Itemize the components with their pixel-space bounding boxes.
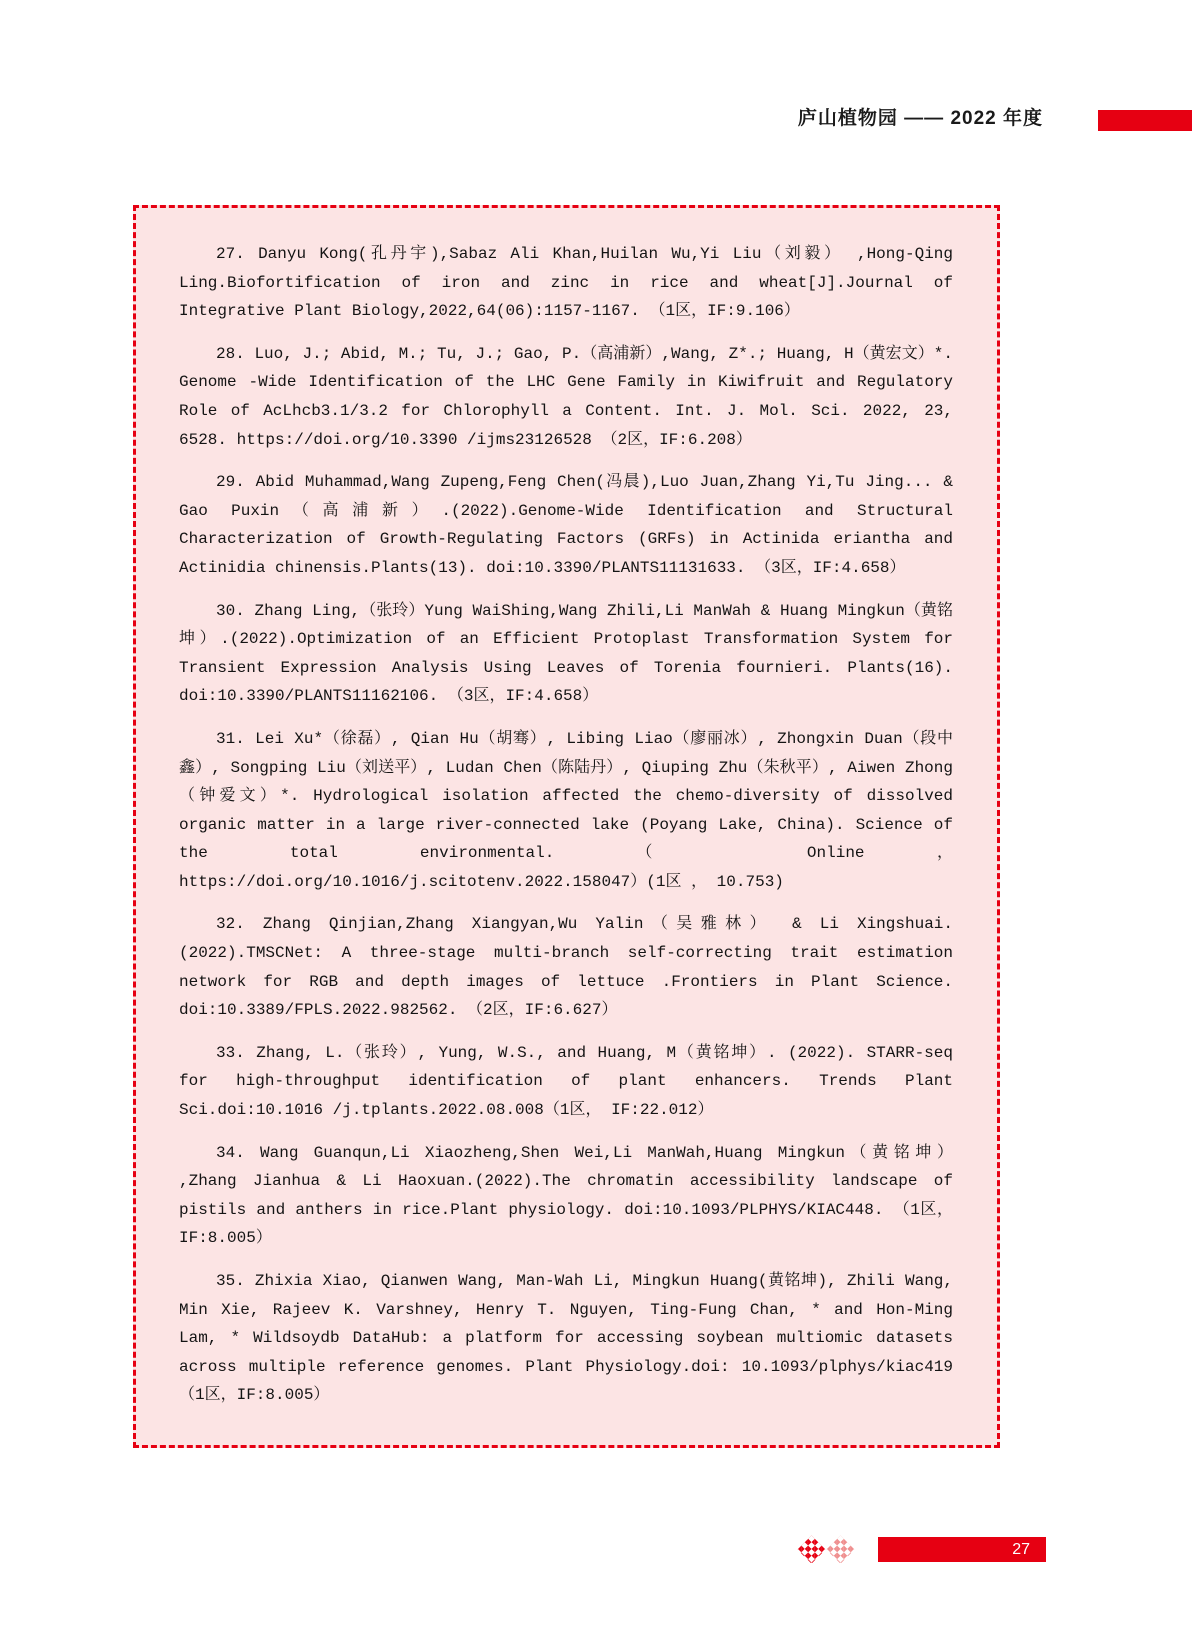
references-panel — [133, 205, 1000, 1448]
reference-item-34: 34. Wang Guanqun,Li Xiaozheng,Shen Wei,Li ManWah,Huang Mingkun（黄铭坤） ,Zhang Jianhua & Li Haoxuan.(2022).The chromatin accessibility landscape of pistils and anthers in rice.Plant physiology. doi:10.1093/PLPHYS/KIAC448. （1区，IF:8.005） — [179, 1143, 953, 1248]
reference-item-35: 35. Zhixia Xiao, Qianwen Wang, Man-Wah Li, Mingkun Huang(黄铭坤), Zhili Wang, Min Xie, Rajeev K. Varshney, Henry T. Nguyen, Ting-Fung Chan, * and Hon-Ming Lam, * Wildsoydb DataHub: a platform for accessing soybean multiomic datasets across multiple reference genomes. Plant Physiology.doi: 10.1093/plphys/kiac419 （1区，IF:8.005） — [179, 1272, 953, 1405]
checker-diamond-icon — [797, 1535, 825, 1563]
reference-item-27: 27. Danyu Kong(孔丹宇),Sabaz Ali Khan,Huilan Wu,Yi Liu（刘毅） ,Hong-Qing Ling.Biofortification of iron and zinc in rice and wheat[J].Journal of Integrative Plant Biology,2022,64(06):1157-1167. （1区，IF:9.106） — [179, 245, 953, 321]
header-red-bar — [1098, 110, 1192, 131]
reference-item-31: 31. Lei Xu*（徐磊）, Qian Hu（胡骞）, Libing Liao（廖丽冰）, Zhongxin Duan（段中鑫）, Songping Liu（刘送平）, Ludan Chen（陈陆丹）, Qiuping Zhu（朱秋平）, Aiwen Zhong（钟爱文）*. Hydrological isolation affected the chemo-diversity of dissolved organic matter in a large river-connected lake (Poyang Lake, China). Science of the total environmental. （ Online， https://doi.org/10.1016/j.scitotenv.2022.158047）(1区 ， 10.753) — [179, 729, 953, 891]
footer-checker-decoration — [799, 1537, 853, 1562]
reference-item-29: 29. Abid Muhammad,Wang Zupeng,Feng Chen(冯晨),Luo Juan,Zhang Yi,Tu Jing... & Gao Puxin（高浦新）.(2022).Genome-Wide Identification and Structural Characterization of Growth-Regulating Factors (GRFs) in Actinida eriantha and Actinidia chinensis.Plants(13). doi:10.3390/PLANTS11131633. （3区，IF:4.658） — [179, 473, 953, 577]
page-number-badge: 27 — [878, 1537, 1046, 1562]
checker-diamond-light-icon — [826, 1535, 854, 1563]
reference-item-33: 33. Zhang, L.（张玲）, Yung, W.S., and Huang, M（黄铭坤）. (2022). STARR-seq for high-throughput identification of plant enhancers. Trends Plant Sci.doi:10.1016 /j.tplants.2022.08.008（1区， IF:22.012） — [179, 1043, 953, 1120]
page-header-title: 庐山植物园 —— 2022 年度 — [797, 108, 1043, 129]
reference-item-28: 28. Luo, J.; Abid, M.; Tu, J.; Gao, P.（高浦新）,Wang, Z*.; Huang, H（黄宏文）*. Genome -Wide Identification of the LHC Gene Family in Kiwifruit and Regulatory Role of AcLhcb3.1/3.2 for Chlorophyll a Content. Int. J. Mol. Sci. 2022, 23, 6528. https://doi.org/10.3390 /ijms23126528 （2区，IF:6.208） — [179, 344, 953, 449]
reference-item-32: 32. Zhang Qinjian,Zhang Xiangyan,Wu Yalin（吴雅林） & Li Xingshuai.(2022).TMSCNet: A three-stage multi-branch self-correcting trait estimation network for RGB and depth images of lettuce .Frontiers in Plant Science. doi:10.3389/FPLS.2022.982562. （2区，IF:6.627） — [179, 915, 953, 1020]
reference-item-30: 30. Zhang Ling,（张玲）Yung WaiShing,Wang Zhili,Li ManWah & Huang Mingkun（黄铭坤）.(2022).Optimization of an Efficient Protoplast Transformation System for Transient Expression Analysis Using Leaves of Torenia fournieri. Plants(16). doi:10.3390/PLANTS11162106. （3区，IF:4.658） — [179, 601, 953, 706]
